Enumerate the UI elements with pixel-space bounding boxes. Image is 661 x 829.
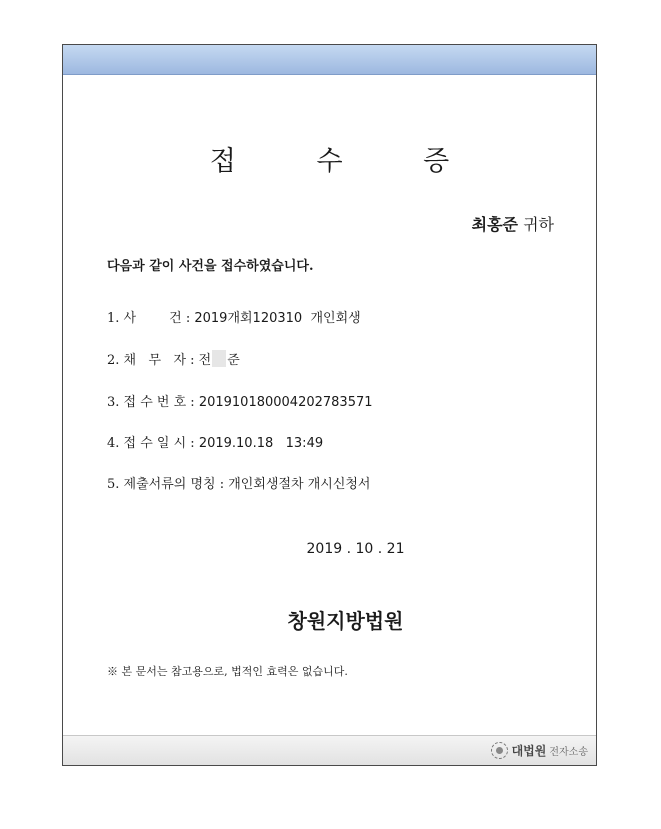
logo-main-text: 대법원 xyxy=(511,744,547,758)
document-frame xyxy=(62,44,597,766)
field-receipt-number-label: 3. 접 수 번 호 : xyxy=(107,395,199,410)
header-bar xyxy=(63,45,596,75)
field-receipt-datetime xyxy=(107,432,323,451)
field-document-name-value: 개인회생절차 개시신청서 xyxy=(228,477,371,492)
field-receipt-datetime-label: 4. 접 수 일 시 : xyxy=(107,436,199,451)
redaction-mask xyxy=(212,350,226,367)
disclaimer-note: ※ 본 문서는 참고용으로, 법적인 효력은 없습니다. xyxy=(107,665,348,678)
supreme-court-ecourt-logo xyxy=(491,742,588,759)
field-debtor-value-first: 전 xyxy=(198,353,212,368)
field-case-label: 1. 사 건 : xyxy=(107,311,195,326)
court-seal-icon xyxy=(491,742,508,759)
field-debtor-value-last: 준 xyxy=(227,353,240,368)
field-receipt-datetime-value: 2019.10.18 13:49 xyxy=(198,436,324,451)
field-receipt-number-value: 20191018000420278357​1 xyxy=(198,395,373,410)
logo-sub-text: 전자소송 xyxy=(549,747,588,758)
court-name: 창원지방법원 xyxy=(287,609,404,633)
recipient-honorific: 귀하 xyxy=(523,215,554,234)
document-title: 접 수 증 xyxy=(209,146,486,177)
field-debtor xyxy=(107,349,240,368)
field-case xyxy=(107,307,361,326)
recipient xyxy=(472,212,554,235)
footer-bar xyxy=(63,735,596,765)
issue-date: 2019 . 10 . 21 xyxy=(306,541,405,557)
intro-text: 다음과 같이 사건을 접수하였습니다. xyxy=(107,259,314,274)
field-receipt-number xyxy=(107,391,373,410)
field-document-name-label: 5. 제출서류의 명칭 : xyxy=(107,477,229,492)
field-debtor-label: 2. 채 무 자 : xyxy=(107,353,199,368)
field-document-name xyxy=(107,473,371,492)
field-case-value: 2019개회120310 개인회생 xyxy=(194,311,361,326)
recipient-name: 최홍준 xyxy=(471,215,518,234)
